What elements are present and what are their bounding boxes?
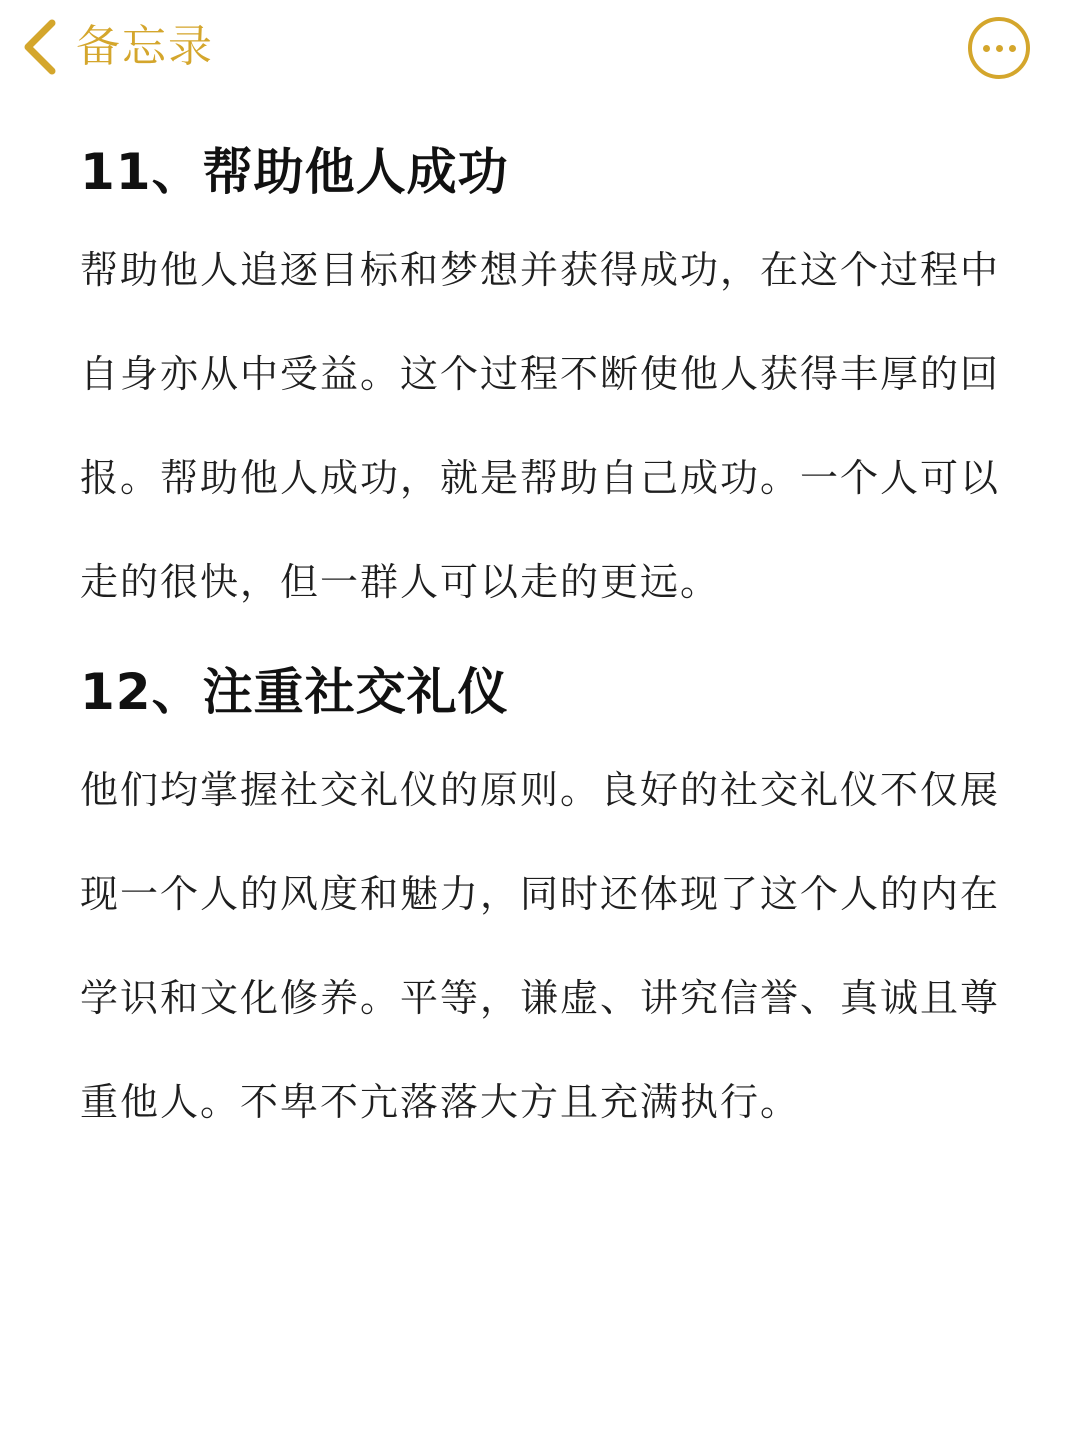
ellipsis-dot bbox=[996, 45, 1003, 52]
section-heading: 11、帮助他人成功 bbox=[80, 143, 509, 201]
section-body: 他们均掌握社交礼仪的原则。良好的社交礼仪不仅展现一个人的风度和魅力，同时还体现了这个人的内在学识和文化修养。平等，谦虚、讲究信誉、真诚且尊重他人。不卑不亢落落大方且充满执行。 bbox=[80, 768, 1001, 1124]
section-heading: 12、注重社交礼仪 bbox=[80, 663, 509, 721]
back-label: 备忘录 bbox=[76, 21, 214, 72]
chevron-left-icon bbox=[18, 17, 62, 77]
ellipsis-dot bbox=[1009, 45, 1016, 52]
note-section bbox=[80, 140, 1010, 634]
note-section bbox=[80, 660, 1010, 1154]
navigation-bar bbox=[0, 0, 1080, 100]
note-content[interactable] bbox=[80, 140, 1010, 1154]
section-body: 帮助他人追逐目标和梦想并获得成功，在这个过程中自身亦从中受益。这个过程不断使他人获得丰厚的回报。帮助他人成功，就是帮助自己成功。一个人可以走的很快，但一群人可以走的更远。 bbox=[80, 248, 1001, 604]
ellipsis-dot bbox=[983, 45, 990, 52]
back-button[interactable] bbox=[18, 14, 214, 80]
more-options-button[interactable] bbox=[968, 17, 1030, 79]
